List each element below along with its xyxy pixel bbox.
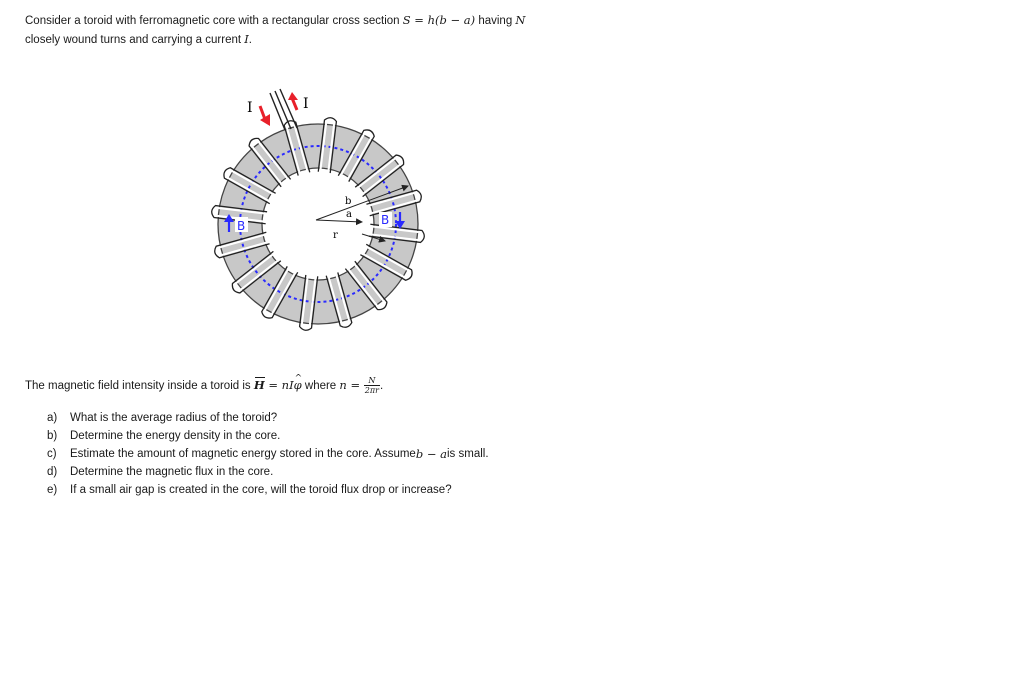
question-label: e) — [47, 484, 58, 496]
radius-a-line — [316, 220, 362, 222]
question-text: If a small air gap is created in the core, will the toroid flux drop or increase? — [70, 484, 452, 496]
field-intensity-statement — [25, 376, 383, 395]
question-math: b − a — [415, 447, 447, 461]
h-equation: = nI — [264, 378, 294, 392]
question-text-end: is small. — [447, 448, 489, 460]
fraction-numerator: N — [364, 376, 380, 386]
intro-text: closely wound turns and carrying a current — [25, 34, 245, 46]
fraction-denominator: 2πr — [364, 386, 379, 396]
question-text: Determine the energy density in the core. — [70, 430, 281, 442]
cross-section-equation: S = h(b − a) — [402, 13, 476, 27]
question-text: Estimate the amount of magnetic energy stored in the core. Assume — [70, 448, 416, 460]
current-symbol: I — [244, 32, 249, 46]
current-out-arrowhead — [288, 92, 298, 100]
question-list — [47, 409, 489, 499]
question-item — [47, 427, 489, 445]
turns-symbol: N — [515, 13, 526, 27]
question-label: a) — [47, 412, 58, 424]
toroid-figure — [200, 88, 440, 338]
b-field-label: B — [237, 219, 246, 233]
question-item — [47, 445, 489, 463]
statement-text: The magnetic field intensity inside a toroid is — [25, 380, 254, 392]
question-text: What is the average radius of the toroid? — [70, 412, 278, 424]
radius-b-label: b — [345, 196, 352, 207]
statement-period: . — [379, 380, 384, 392]
question-item — [47, 481, 489, 499]
radius-a-label: a — [346, 209, 352, 220]
question-item — [47, 463, 489, 481]
statement-text: where — [301, 380, 340, 392]
toroid-diagram — [200, 88, 440, 338]
question-label: c) — [47, 448, 57, 460]
h-vector: H — [253, 378, 265, 392]
radius-r-label: r — [333, 230, 338, 241]
question-text: Determine the magnetic flux in the core. — [70, 466, 274, 478]
current-label: I — [303, 96, 309, 112]
problem-intro — [25, 11, 625, 49]
question-item — [47, 409, 489, 427]
n-equation: n = — [339, 378, 364, 392]
phi-unit-vector: ^ φ — [294, 378, 302, 392]
n-fraction — [364, 376, 380, 395]
b-field-label: B — [381, 213, 390, 227]
intro-text: having — [475, 15, 516, 27]
intro-period: . — [248, 34, 252, 46]
question-label: d) — [47, 466, 58, 478]
intro-text: Consider a toroid with ferromagnetic core with a rectangular cross section — [25, 15, 403, 27]
current-label: I — [247, 100, 253, 116]
question-label: b) — [47, 430, 58, 442]
